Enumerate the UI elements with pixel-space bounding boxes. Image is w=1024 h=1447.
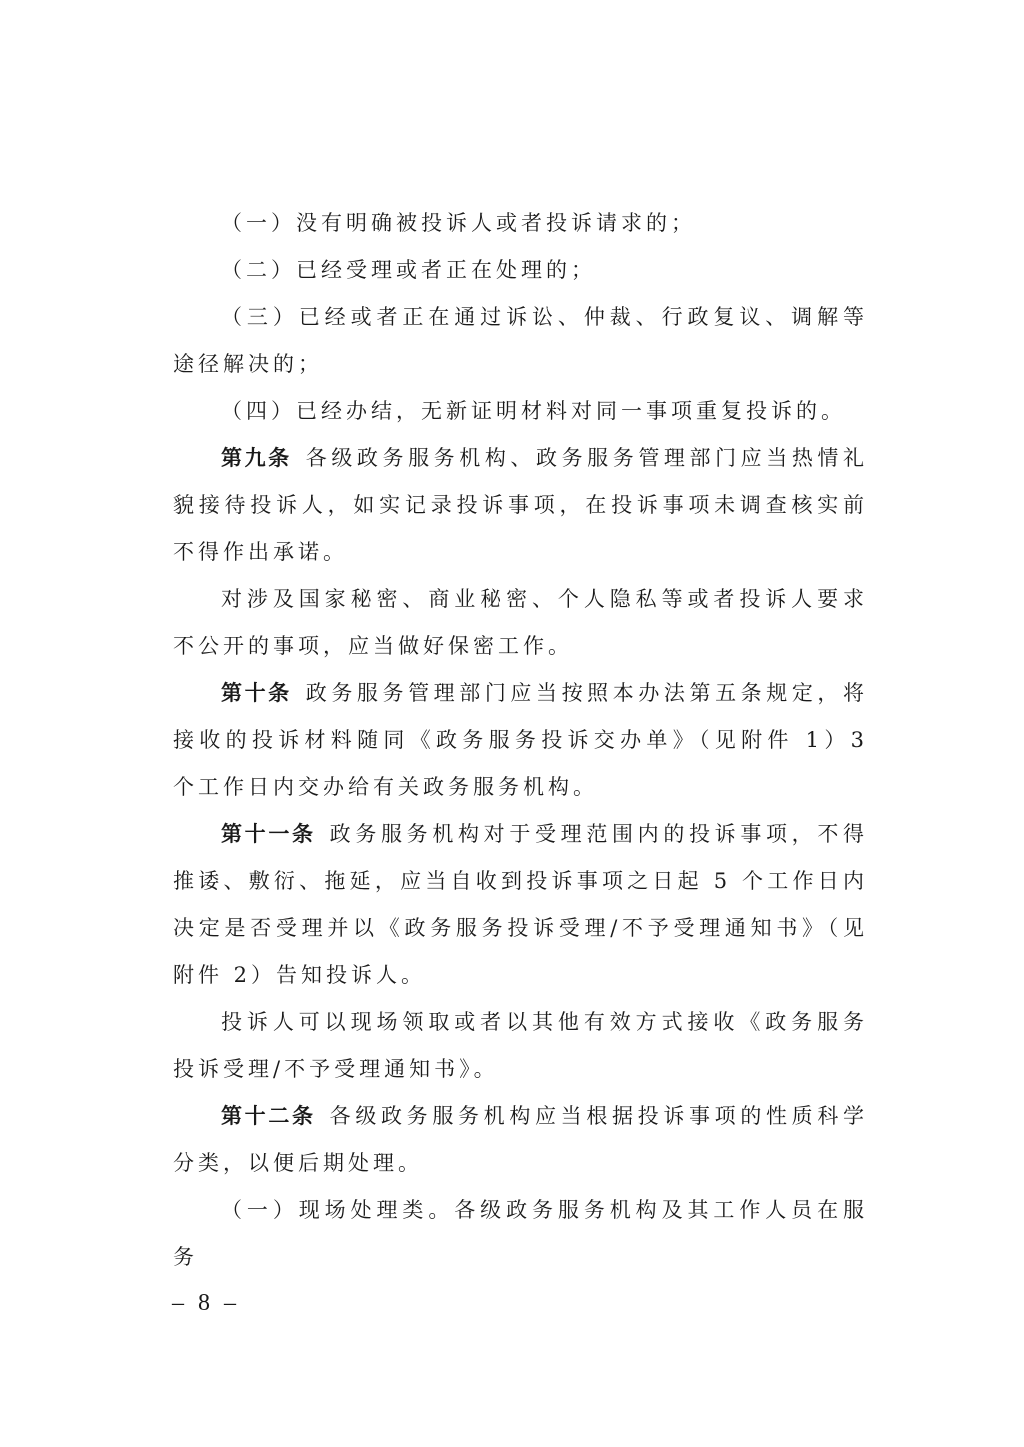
- paragraph-text: （一）现场处理类。各级政务服务机构及其工作人员在服务: [173, 1198, 868, 1269]
- paragraph-text: 投诉人可以现场领取或者以其他有效方式接收《政务服务投诉受理/不予受理通知书》。: [173, 1010, 868, 1081]
- paragraph-4: [173, 388, 868, 435]
- page-number: – 8 –: [172, 1290, 240, 1316]
- paragraph-3: [173, 294, 868, 388]
- paragraph-text: 对涉及国家秘密、商业秘密、个人隐私等或者投诉人要求不公开的事项，应当做好保密工作。: [173, 587, 868, 658]
- article-heading: 第九条: [221, 446, 292, 470]
- paragraph-6: [173, 576, 868, 670]
- paragraph-text: 政务服务管理部门应当按照本办法第五条规定，将接收的投诉材料随同《政务服务投诉交办单》（见附件 1）3 个工作日内交办给有关政务服务机构。: [173, 681, 868, 799]
- article-11: [173, 811, 868, 999]
- paragraph-11: [173, 1187, 868, 1281]
- paragraph-2: [173, 247, 868, 294]
- document-body: [173, 200, 868, 1281]
- article-heading: 第十一条: [221, 822, 316, 846]
- paragraph-text: 各级政务服务机构、政务服务管理部门应当热情礼貌接待投诉人，如实记录投诉事项，在投诉事项未调查核实前不得作出承诺。: [173, 446, 868, 564]
- article-12: [173, 1093, 868, 1187]
- paragraph-text: 政务服务机构对于受理范围内的投诉事项，不得推诿、敷衍、拖延，应当自收到投诉事项之日起 5 个工作日内决定是否受理并以《政务服务投诉受理/不予受理通知书》（见附件 2）告知投诉人。: [173, 822, 869, 987]
- paragraph-text: （三）已经或者正在通过诉讼、仲裁、行政复议、调解等途径解决的；: [173, 305, 868, 376]
- paragraph-9: [173, 999, 868, 1093]
- paragraph-text: （四）已经办结，无新证明材料对同一事项重复投诉的。: [221, 399, 846, 423]
- paragraph-text: （二）已经受理或者正在处理的；: [221, 258, 596, 282]
- paragraph-1: [173, 200, 868, 247]
- paragraph-text: （一）没有明确被投诉人或者投诉请求的；: [221, 211, 696, 235]
- article-10: [173, 670, 868, 811]
- article-9: [173, 435, 868, 576]
- paragraph-text: 各级政务服务机构应当根据投诉事项的性质科学分类，以便后期处理。: [173, 1104, 869, 1175]
- article-heading: 第十条: [221, 681, 292, 705]
- article-heading: 第十二条: [221, 1104, 316, 1128]
